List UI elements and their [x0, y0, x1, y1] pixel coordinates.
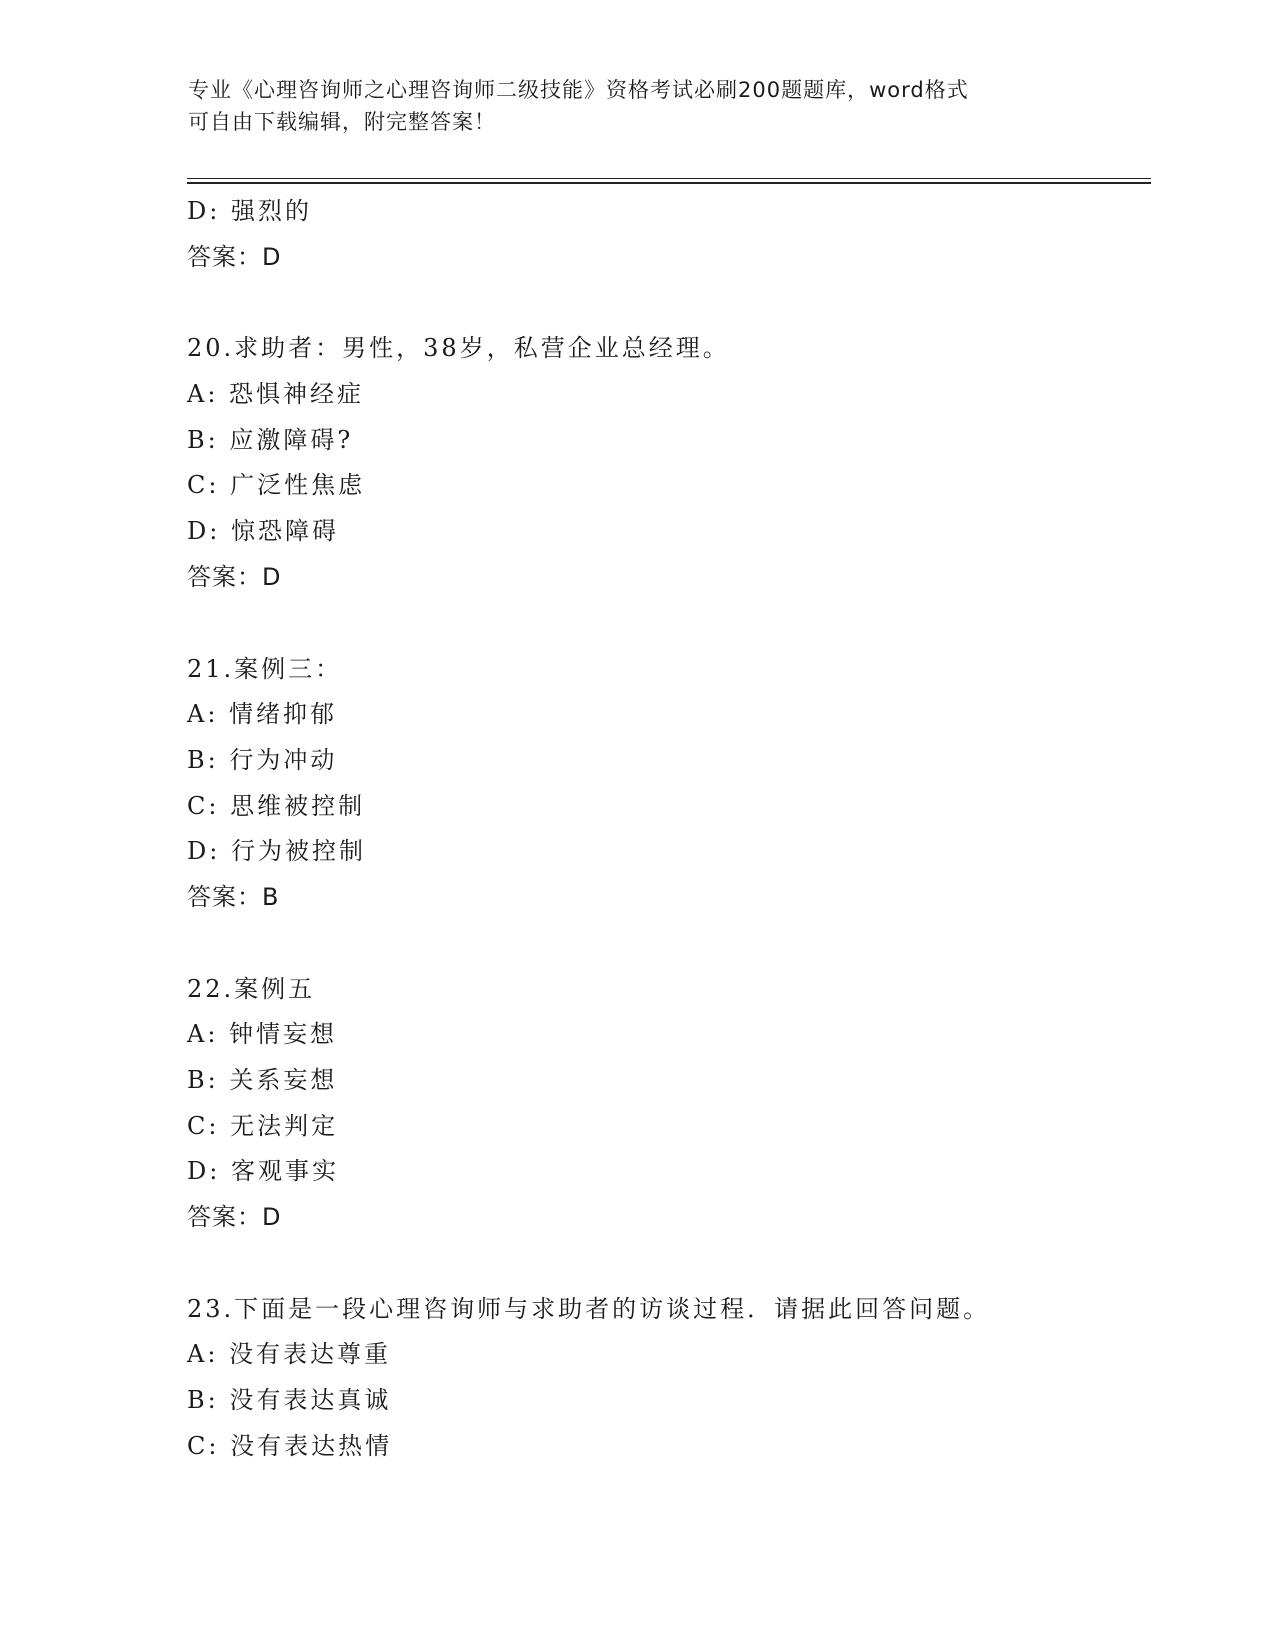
- option-d: D: 惊恐障碍: [187, 517, 339, 546]
- header-divider-thick: [187, 182, 1151, 184]
- question-stem: 21.案例三：: [187, 654, 343, 683]
- option-b: B: 应激障碍?: [187, 425, 354, 454]
- option-d: D: 强烈的: [187, 197, 312, 225]
- option-b: B: 没有表达真诚: [187, 1386, 392, 1415]
- option-d: D: 行为被控制: [187, 837, 366, 866]
- option-b: B: 行为冲动: [187, 745, 338, 774]
- option-a: A: 情绪抑郁: [187, 700, 338, 729]
- option-a: A: 没有表达尊重: [187, 1340, 392, 1369]
- option-c: C: 广泛性焦虑: [187, 471, 366, 500]
- question-stem: 23.下面是一段心理咨询师与求助者的访谈过程．请据此回答问题。: [187, 1294, 991, 1323]
- question-20: [187, 326, 1147, 600]
- option-b: B: 关系妄想: [187, 1066, 338, 1094]
- question-stem: 20.求助者：男性，38岁，私营企业总经理。: [187, 334, 730, 363]
- answer: 答案：D: [187, 242, 282, 271]
- answer: 答案：B: [187, 882, 280, 911]
- document-header: [188, 74, 1088, 138]
- question-stem: 22.案例五: [187, 974, 316, 1003]
- option-d: D: 客观事实: [187, 1157, 339, 1186]
- header-line-1: 专业《心理咨询师之心理咨询师二级技能》资格考试必刷200题题库，word格式: [188, 78, 969, 102]
- option-c: C: 思维被控制: [187, 791, 366, 820]
- header-divider-thin: [187, 178, 1151, 179]
- question-21: [187, 647, 1147, 921]
- answer: 答案：D: [187, 562, 282, 591]
- option-c: C: 没有表达热情: [187, 1431, 393, 1460]
- question-list: [187, 189, 1147, 1470]
- option-a: A: 钟情妄想: [187, 1020, 338, 1049]
- question-23: [187, 1287, 1147, 1470]
- question-22: [187, 967, 1147, 1241]
- option-c: C: 无法判定: [187, 1111, 339, 1140]
- option-a: A: 恐惧神经症: [187, 380, 365, 409]
- header-line-2: 可自由下载编辑，附完整答案！: [188, 110, 496, 134]
- answer: 答案：D: [187, 1203, 282, 1232]
